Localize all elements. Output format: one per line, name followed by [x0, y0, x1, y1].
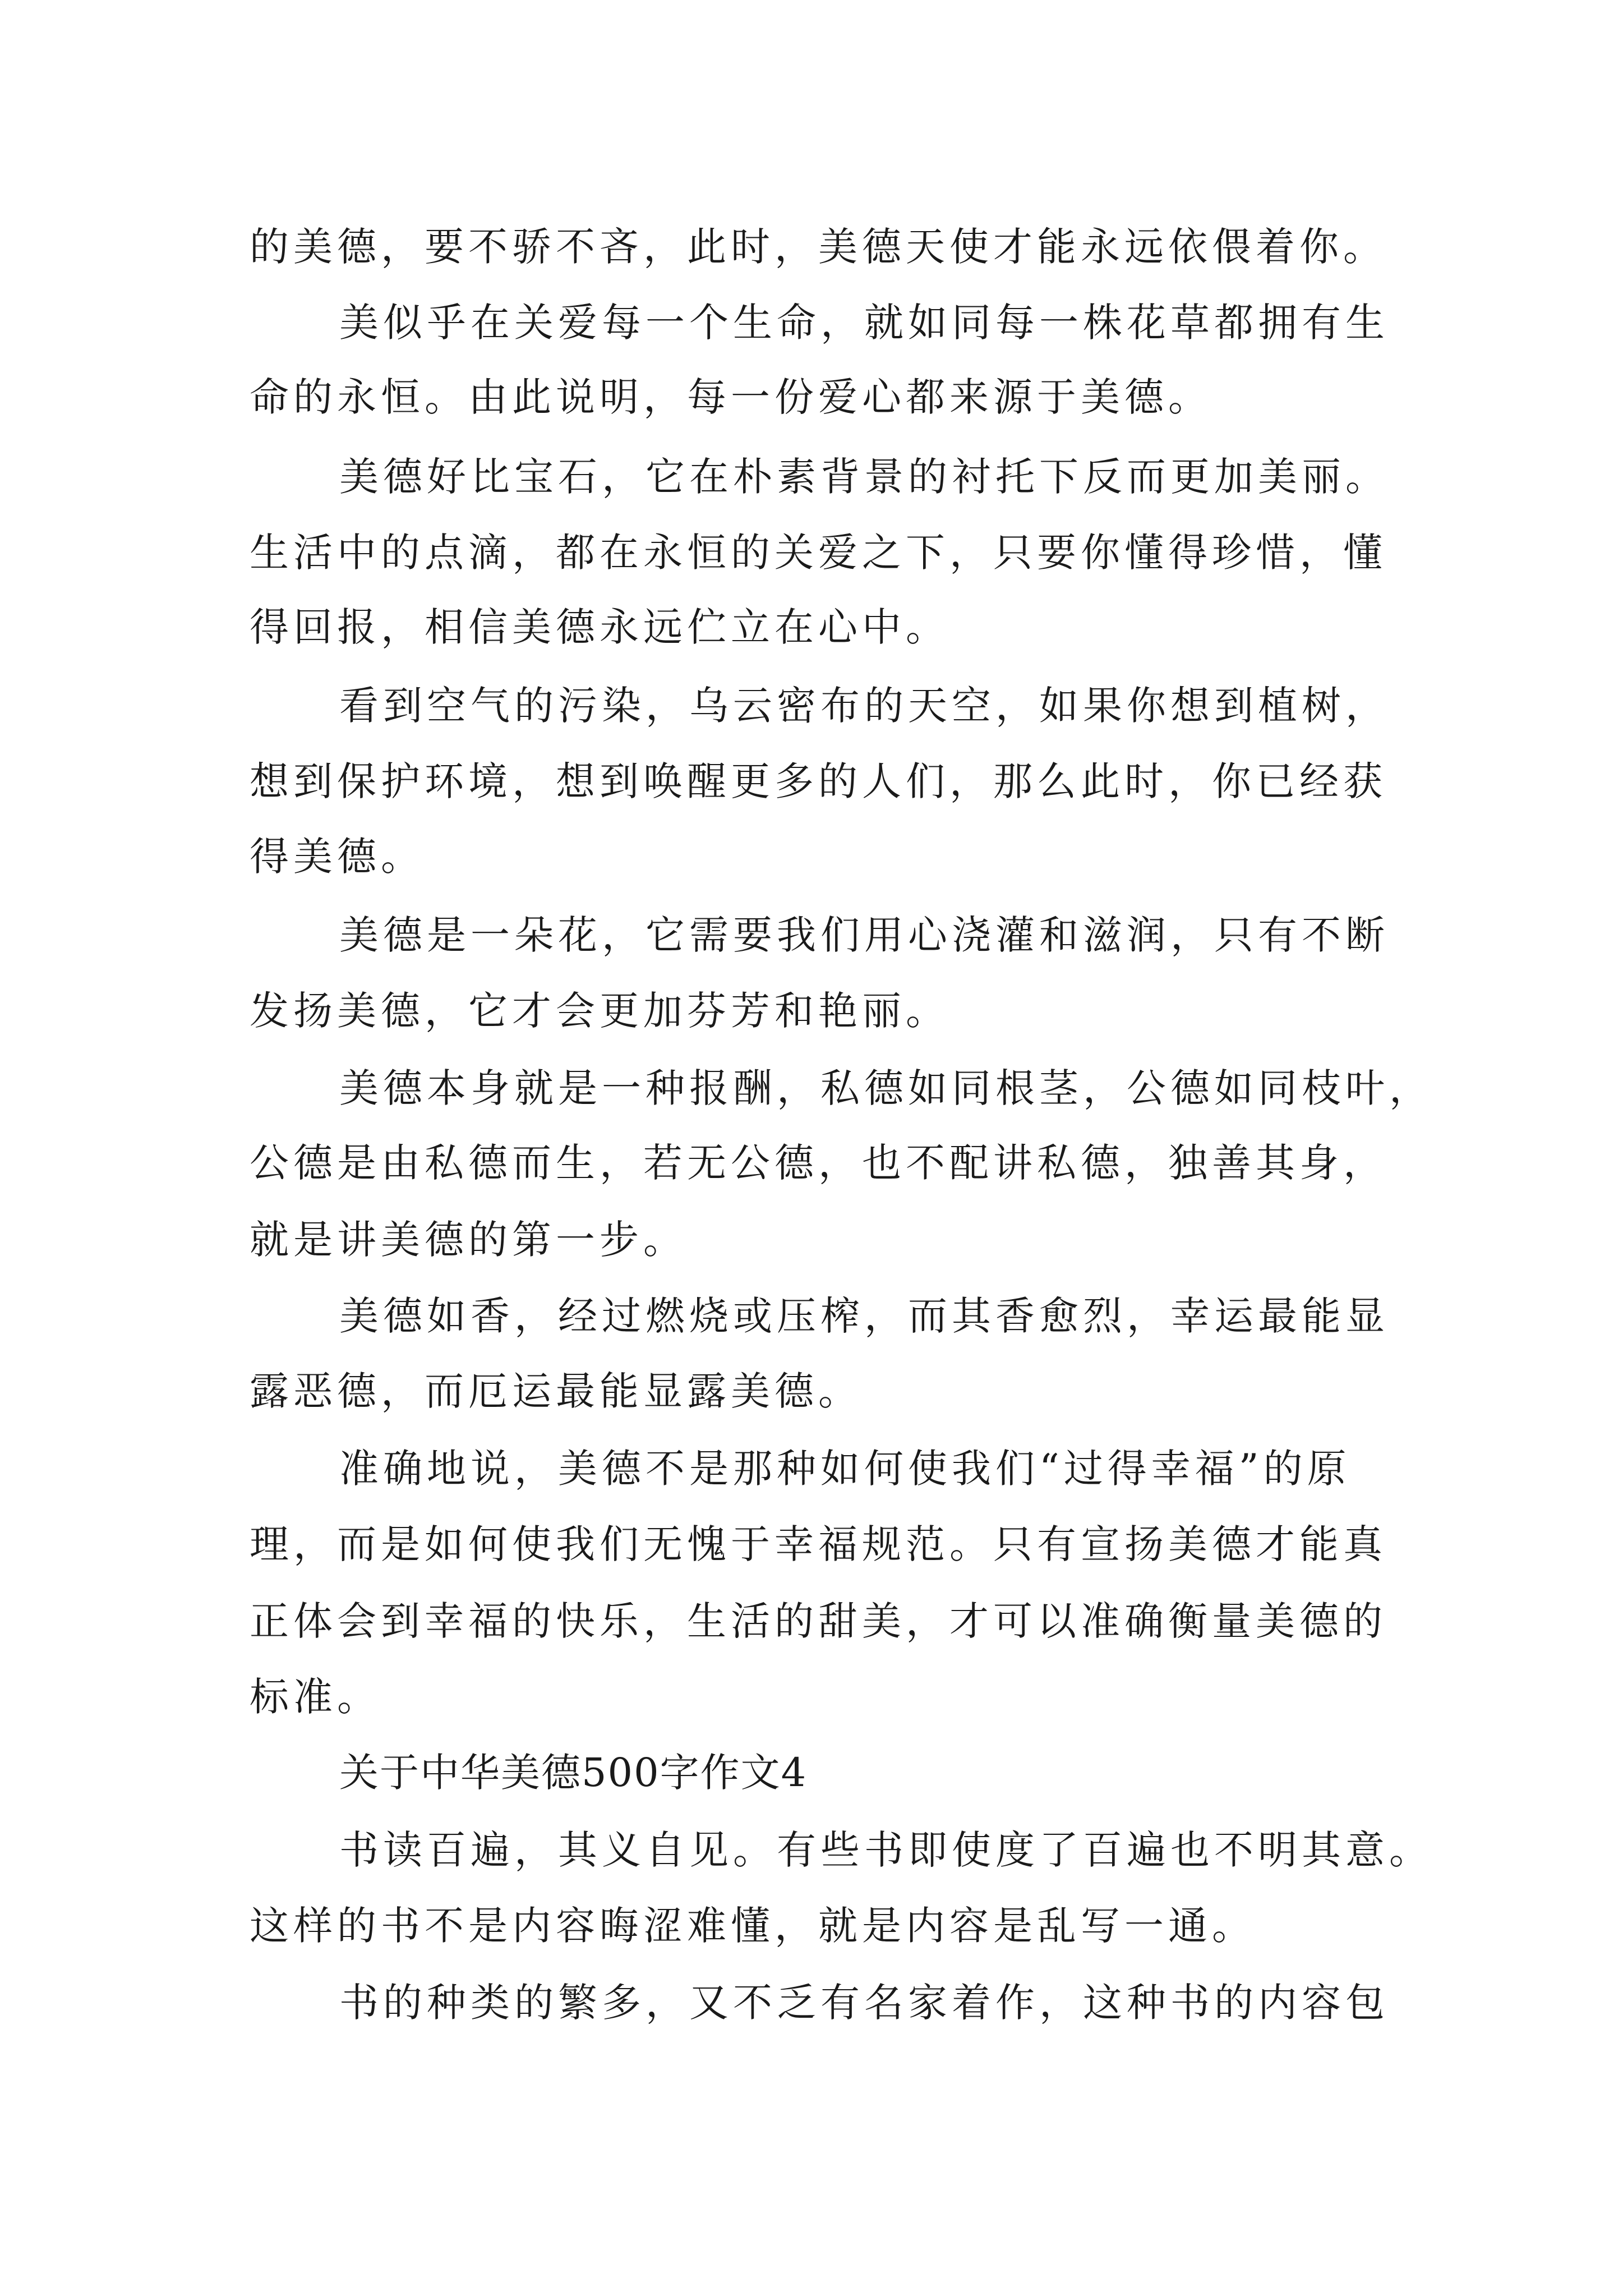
paragraph-first-line: 美德本身就是一种报酬，私德如同根茎，公德如同枝叶， [339, 1065, 1433, 1111]
paragraph-first-line: 美德是一朵花，它需要我们用心浇灌和滋润，只有不断 [339, 912, 1389, 958]
text-line: 理，而是如何使我们无愧于幸福规范。只有宣扬美德才能真 [250, 1521, 1387, 1567]
paragraph-first-line: 书的种类的繁多，又不乏有名家着作，这种书的内容包 [339, 1980, 1389, 2026]
text-line: 的美德，要不骄不吝，此时，美德天使才能永远依偎着你。 [250, 224, 1387, 270]
paragraph-first-line: 美德如香，经过燃烧或压榨，而其香愈烈，幸运最能显 [339, 1293, 1389, 1339]
text-line: 正体会到幸福的快乐，生活的甜美，才可以准确衡量美德的 [250, 1598, 1387, 1644]
paragraph-first-line: 准确地说，美德不是那种如何使我们“过得幸福”的原 [339, 1446, 1351, 1492]
text-line: 得美德。 [250, 834, 425, 880]
text-line: 露恶德，而厄运最能显露美德。 [250, 1368, 862, 1414]
text-line: 想到保护环境，想到唤醒更多的人们，那么此时，你已经获 [250, 758, 1387, 804]
text-line: 得回报，相信美德永远伫立在心中。 [250, 604, 949, 650]
text-line: 公德是由私德而生，若无公德，也不配讲私德，独善其身， [250, 1140, 1387, 1186]
text-line: 标准。 [250, 1674, 381, 1720]
paragraph-first-line: 美似乎在关爱每一个生命，就如同每一株花草都拥有生 [339, 300, 1389, 346]
text-line: 就是讲美德的第一步。 [250, 1217, 687, 1263]
text-line: 这样的书不是内容晦涩难懂，就是内容是乱写一通。 [250, 1903, 1256, 1949]
paragraph-first-line: 书读百遍，其义自见。有些书即使度了百遍也不明其意。 [339, 1827, 1433, 1873]
text-line: 发扬美德，它才会更加芬芳和艳丽。 [250, 988, 949, 1034]
text-line: 生活中的点滴，都在永恒的关爱之下，只要你懂得珍惜，懂 [250, 530, 1387, 576]
paragraph-first-line: 看到空气的污染，乌云密布的天空，如果你想到植树， [339, 683, 1389, 729]
paragraph-first-line: 美德好比宝石，它在朴素背景的衬托下反而更加美丽。 [339, 454, 1389, 500]
section-heading: 关于中华美德500字作文4 [339, 1750, 808, 1796]
text-line: 命的永恒。由此说明，每一份爱心都来源于美德。 [250, 374, 1212, 420]
